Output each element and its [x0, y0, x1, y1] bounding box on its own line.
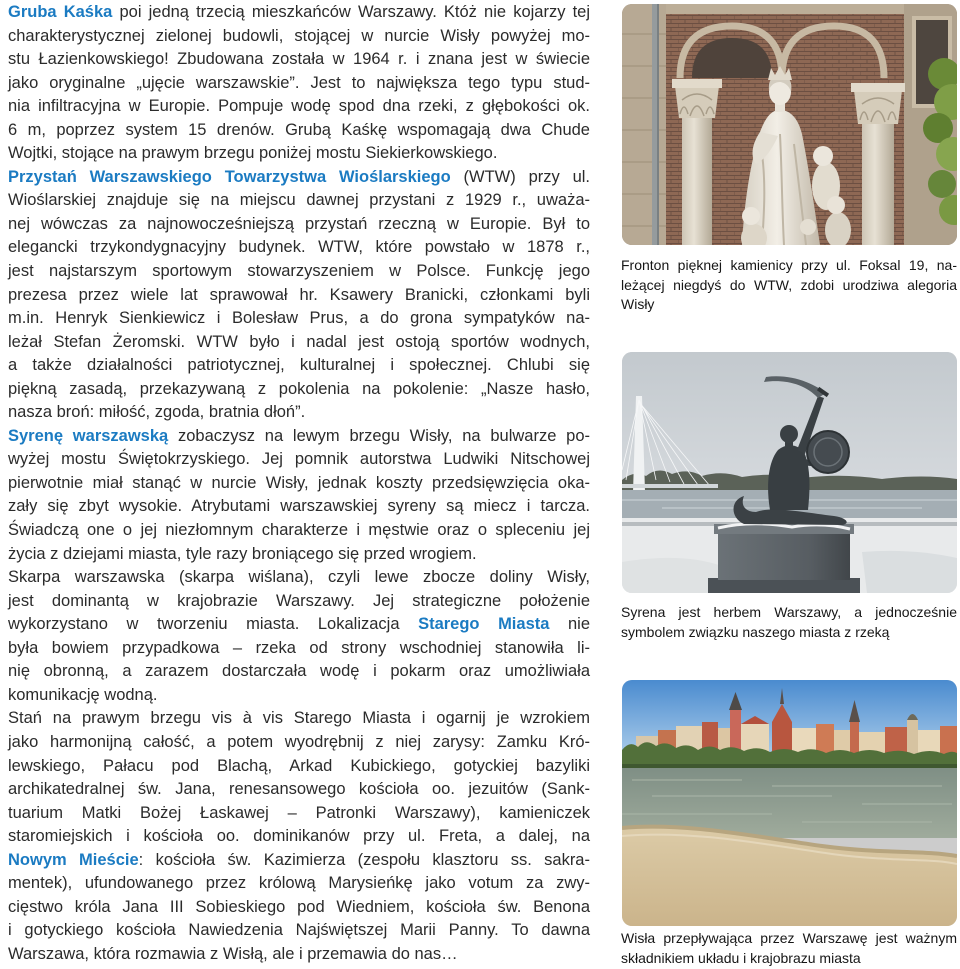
text-line: była bowiem przypadkowa – rzeka od strony wschodniej stanowiła li-: [8, 638, 590, 657]
caption-line: leżącej niegdyś do WTW, zdobi urodziwa alegoria: [621, 276, 957, 293]
text-line: wyżej mostu Świętokrzyskiego. Jej pomnik autorstwa Ludwiki Nitschowej: [8, 450, 590, 469]
pedestal: [708, 524, 860, 593]
caption-line: składnikiem układu i krajobrazu miasta: [621, 949, 861, 966]
text-line: m.in. Henryk Sienkiewicz i Bolesław Prus, a do grona sympatyków na-: [8, 309, 590, 328]
text-line: zały się zbyt wysokie. Atrybutami warszawskiej syreny są miecz i tarcza.: [8, 497, 590, 516]
text-line: nej wówczas za najnowocześniejszą przystań rzeczną w Europie. Był to: [8, 214, 590, 233]
text-line: jest najstarszym sportowym stowarzyszeniem w Polsce. Funkcję jego: [8, 262, 590, 281]
text-line: jako oryginalne „ujęcie warszawskie”. Jest to największa tego typu stud-: [8, 73, 590, 92]
paragraph: [8, 166, 590, 425]
text-segment: nie: [549, 615, 590, 634]
text-line: nię obronną, a zarazem dostarczała wodę i pokarm oraz umożliwiała: [8, 662, 590, 681]
text-line: [8, 425, 590, 449]
article-body: [8, 1, 590, 966]
caption-line: symbolem związku naszego miasta z rzeką: [621, 623, 890, 640]
highlighted-term: Starego Miasta: [418, 615, 550, 634]
text-line: tuarium Matki Bożej Łaskawej – Patronki Warszawy), kamieniczek: [8, 803, 590, 822]
text-line: archikatedralnej św. Jana, renesansowego kościoła oo. jezuitów (Sank-: [8, 780, 590, 799]
text-segment: (WTW) przy ul.: [450, 167, 590, 186]
paragraph: [8, 566, 590, 707]
caption-line: Syrena jest herbem Warszawy, a jednocześnie: [621, 604, 957, 620]
text-line: jest dominantą w krajobrazie Warszawy. Jej strategiczne położenie: [8, 591, 590, 610]
text-segment: : kościoła św. Kazimierza (zespołu klasztoru ss. sakra-: [138, 850, 590, 869]
text-line: [8, 613, 590, 637]
text-line: prezesa przez wiele lat sprawował hr. Ksawery Branicki, członkami byli: [8, 285, 590, 304]
text-line: piękną zasadą, przekazywaną z pokolenia na pokolenie: „Nasze hasło,: [8, 379, 590, 398]
paragraph: [8, 425, 590, 566]
text-segment: zobaczysz na lewym brzegu Wisły, na bulwarze po-: [168, 426, 590, 445]
text-line: Wioślarskiej znajduje się na miejscu dawnej przystani z 1929 r., uważa-: [8, 191, 590, 210]
text-line: staromiejskich i kościoła oo. dominikanów przy ul. Freta, a dalej, na: [8, 827, 590, 846]
text-line: cięstwo króla Jana III Sobieskiego pod Wiedniem, kościoła św. Benona: [8, 897, 590, 916]
text-line: Skarpa warszawska (skarpa wiślana), czyli lewe zbocze doliny Wisły,: [8, 568, 590, 587]
text-line: leżał Stefan Żeromski. WTW było i nadal jest ostoją sportów wodnych,: [8, 332, 590, 351]
caption-line: Wisły: [621, 296, 655, 313]
text-line: Stań na prawym brzegu vis à vis Starego Miasta i ogarnij je wzrokiem: [8, 709, 590, 728]
paragraph: [8, 1, 590, 166]
text-line: 6 m, poprzez system 15 drenów. Grubą Kaśkę wspomagają dwa Chude: [8, 120, 590, 139]
caption-facade-allegory: [621, 256, 957, 315]
caption-line: Fronton pięknej kamienicy przy ul. Foksal 19, na-: [621, 257, 957, 273]
text-line: jako harmonijną całość, a potem wyodrębnij z niej zarysy: Zamku Kró-: [8, 732, 590, 751]
text-line: nasza broń: miłość, zgoda, bratnia dłoń”.: [8, 403, 306, 422]
text-line: życia z dziejami miasta, tyle razy broniącego się przed wrogiem.: [8, 544, 477, 563]
text-line: elegancki trzykondygnacyjny budynek. WTW, które powstało w 1878 r.,: [8, 238, 590, 257]
text-line: [8, 166, 590, 190]
text-line: stu Łazienkowskiego! Zbudowana została w 1964 r. i znana jest w świecie: [8, 50, 590, 69]
text-line: [8, 1, 590, 25]
caption-mermaid: [621, 603, 957, 642]
text-line: [8, 849, 590, 873]
caption-line: Wisła przepływająca przez Warszawę jest ważnym: [621, 930, 957, 946]
text-line: Warszawa, która rozmawia z Wisłą, ale i przemawia do nas…: [8, 944, 458, 963]
photo-mermaid-statue: [622, 352, 957, 593]
vistula-old-town-picture: [622, 680, 957, 926]
text-line: lewskiego, Pałacu pod Blachą, Arkad Kubickiego, gotyckiej bazyliki: [8, 756, 590, 775]
highlighted-term: Syrenę warszawską: [8, 426, 169, 445]
highlighted-term: Przystań Warszawskiego Towarzystwa Wioślarskiego: [8, 167, 451, 186]
text-line: Wojtki, stojące na prawym brzegu poniżej mostu Siekierkowskiego.: [8, 144, 498, 163]
photo-vistula-old-town: [622, 680, 957, 926]
caption-vistula: [621, 929, 957, 968]
text-line: Świadczą one o jej niezłomnym charakterze i męstwie oraz o spleceniu jej: [8, 521, 590, 540]
text-line: mentek), ufundowanego przez królową Marysieńkę jako votum za zwy-: [8, 874, 590, 893]
left-stone-strip: [622, 4, 666, 245]
highlighted-term: Gruba Kaśka: [8, 3, 113, 21]
sandy-beach: [622, 827, 957, 926]
text-line: charakterystycznej zielonej budowli, stojącej w nurcie Wisły powyżej mo-: [8, 26, 590, 45]
highlighted-term: Nowym Mieście: [8, 850, 139, 869]
photo-facade-allegory: [622, 4, 957, 245]
text-line: komunikację wodną.: [8, 685, 158, 704]
text-segment: wykorzystano w tworzeniu miasta. Lokalizacja: [8, 615, 419, 634]
text-line: a także działalności patriotycznej, kulturalnej i społecznej. Chlubi się: [8, 356, 590, 375]
mermaid-statue-picture: [622, 352, 957, 593]
facade-allegory-picture: [622, 4, 957, 245]
text-line: nia infiltracyjna w Europie. Pompuje wodę spod dna rzeki, z głębokości ok.: [8, 97, 590, 116]
text-segment: poi jedną trzecią mieszkańców Warszawy. Któż nie kojarzy tej: [112, 3, 591, 21]
text-line: i gotyckiego kościoła Nawiedzenia Najświętszej Marii Panny. To dawna: [8, 921, 590, 940]
text-line: pierwotnie miał stanąć w nurcie Wisły, jednak koszty przedsięwzięcia oka-: [8, 473, 590, 492]
paragraph: [8, 707, 590, 966]
